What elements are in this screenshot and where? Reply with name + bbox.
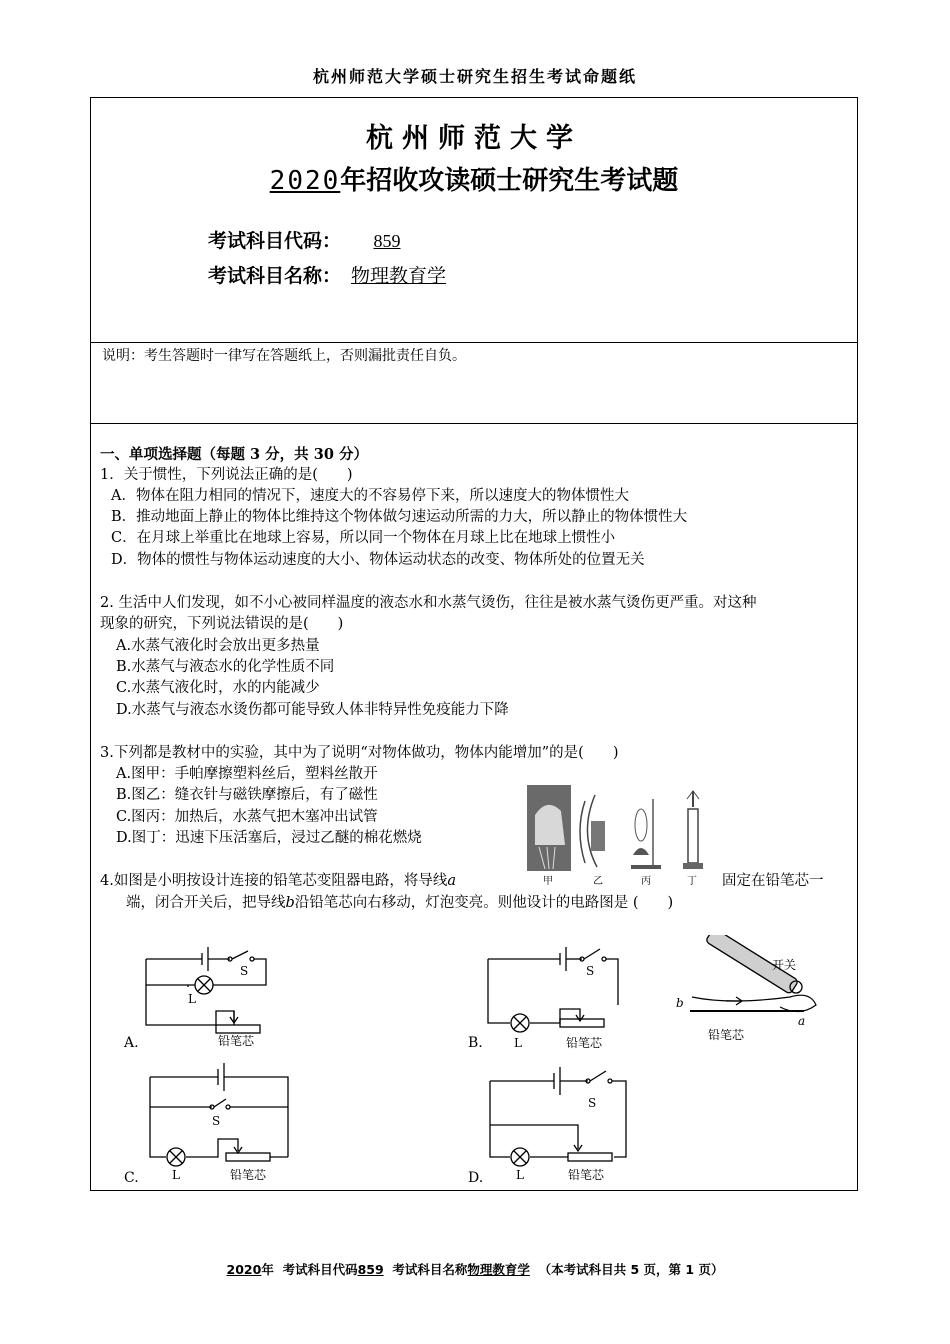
- exam-title-text: 年招收攻读硕士研究生考试题: [340, 166, 679, 196]
- wire-a-label: a: [447, 873, 456, 889]
- figure-bing: [631, 799, 661, 869]
- university-title: 杭州师范大学: [366, 123, 582, 154]
- circuit-diagrams: [90, 935, 856, 1189]
- q4-stem-part: 4.如图是小明按设计连接的铅笔芯变阻器电路，将导线: [100, 873, 448, 889]
- question-2-option: C.水蒸气液化时，水的内能减少: [116, 680, 320, 696]
- footer-year-suffix: 年: [261, 1262, 274, 1277]
- figure-ding: [683, 791, 703, 869]
- circuit-option-b: [488, 947, 618, 1032]
- subject-code: 859: [373, 231, 401, 251]
- figure-label: 甲: [543, 876, 553, 887]
- page-header: 杭州师范大学硕士研究生招生考试命题纸: [312, 67, 637, 86]
- divider: [90, 342, 858, 343]
- q4-stem-part: 端，闭合开关后，把导线: [126, 895, 286, 911]
- footer-page-info: （本考试科目共 5 页，第 1 页）: [538, 1262, 724, 1277]
- pencil-label: 铅笔芯: [566, 1036, 603, 1050]
- footer-name-label: 考试科目名称: [392, 1262, 468, 1277]
- question-1-option: B．推动地面上静止的物体比维持这个物体做匀速运动所需的力大，所以静止的物体惯性大: [111, 509, 688, 525]
- footer-code-label: 考试科目代码: [282, 1262, 358, 1277]
- circuit-option-a: [146, 947, 266, 1033]
- footer-name: 物理教育学: [467, 1262, 530, 1277]
- end-b-label: b: [676, 996, 684, 1010]
- question-4-stem-tail: 固定在铅笔芯一: [722, 873, 824, 889]
- question-2-option: D.水蒸气与液态水烫伤都可能导致人体非特异性免疫能力下降: [116, 702, 509, 718]
- divider: [90, 423, 858, 424]
- pencil-apparatus: [690, 935, 816, 1012]
- subject-code-label: 考试科目代码：: [208, 230, 342, 252]
- question-1-option: A．物体在阻力相同的情况下，速度大的不容易停下来，所以速度大的物体惯性大: [111, 488, 629, 504]
- switch-label: S: [586, 964, 595, 978]
- figure-label: 乙: [593, 876, 603, 887]
- circuit-option-d: [490, 1067, 626, 1166]
- question-3-option: C.图丙：加热后，水蒸气把木塞冲出试管: [116, 809, 378, 825]
- q4-stem-part: 沿铅笔芯向右移动，灯泡变亮。则他设计的电路图是 ( ): [294, 895, 674, 911]
- question-1-stem: 1．关于惯性，下列说法正确的是( ): [100, 467, 353, 483]
- pencil-label: 铅笔芯: [218, 1034, 255, 1048]
- figure-label: 丙: [641, 876, 651, 887]
- pencil-label: 铅笔芯: [708, 1028, 745, 1042]
- handkerchief-shape: [535, 805, 565, 845]
- switch-cn-label: 开关: [772, 958, 797, 972]
- question-2-stem: 现象的研究，下列说法错误的是( ): [100, 616, 344, 632]
- switch-label: S: [240, 964, 249, 978]
- option-label: B.: [468, 1035, 483, 1051]
- lamp-label: L: [172, 1168, 180, 1182]
- switch-label: S: [212, 1114, 221, 1128]
- option-label: C.: [124, 1170, 139, 1186]
- figure-yi: [580, 795, 605, 867]
- question-3-option: B.图乙：缝衣针与磁铁摩擦后，有了磁性: [116, 787, 378, 803]
- question-3-stem: 3.下列都是教材中的实验，其中为了说明“对物体做功，物体内能增加”的是( ): [100, 745, 619, 761]
- question-1-option: D．物体的惯性与物体运动速度的大小、物体运动状态的改变、物体所处的位置无关: [111, 552, 645, 568]
- section-heading: 一、单项选择题（每题 3 分，共 30 分）: [100, 446, 368, 463]
- subject-name-label: 考试科目名称：: [208, 265, 342, 287]
- question-1-option: C．在月球上举重比在地球上容易，所以同一个物体在月球上比在地球上惯性小: [111, 530, 616, 546]
- pencil-label: 铅笔芯: [230, 1168, 267, 1182]
- pencil-label: 铅笔芯: [568, 1168, 605, 1182]
- subject-name-row: [208, 261, 454, 288]
- question-2-option: B.水蒸气与液态水的化学性质不同: [116, 659, 335, 675]
- wire-b-label: b: [285, 895, 295, 911]
- experiment-figures: [527, 785, 717, 889]
- footer-year: 2020: [226, 1262, 262, 1277]
- subject-name: 物理教育学: [351, 265, 447, 287]
- lamp-label: L: [516, 1168, 524, 1182]
- footer-code: 859: [357, 1262, 384, 1277]
- lamp-label: L: [514, 1036, 522, 1050]
- question-3-option: A.图甲：手帕摩擦塑料丝后，塑料丝散开: [116, 766, 378, 782]
- exam-year: 2020: [269, 166, 341, 196]
- figure-label: 丁: [687, 876, 697, 887]
- lamp-label: L: [188, 992, 196, 1006]
- exam-title: [90, 160, 858, 197]
- subject-code-row: [208, 226, 433, 253]
- end-a-label: a: [798, 1014, 806, 1028]
- instructions-note: 说明：考生答题时一律写在答题纸上，否则漏批责任自负。: [102, 348, 466, 364]
- question-3-option: D.图丁：迅速下压活塞后，浸过乙醚的棉花燃烧: [116, 830, 422, 846]
- option-label: A.: [124, 1035, 139, 1051]
- page-footer: [0, 1260, 950, 1278]
- question-2-stem: 2. 生活中人们发现，如不小心被同样温度的液态水和水蒸气烫伤，往往是被水蒸气烫伤更严重。对这种: [100, 595, 757, 611]
- question-4-stem: [100, 871, 456, 892]
- switch-label: S: [588, 1096, 597, 1110]
- question-2-option: A.水蒸气液化时会放出更多热量: [116, 638, 320, 654]
- question-4-stem: [126, 893, 673, 914]
- option-label: D.: [468, 1170, 484, 1186]
